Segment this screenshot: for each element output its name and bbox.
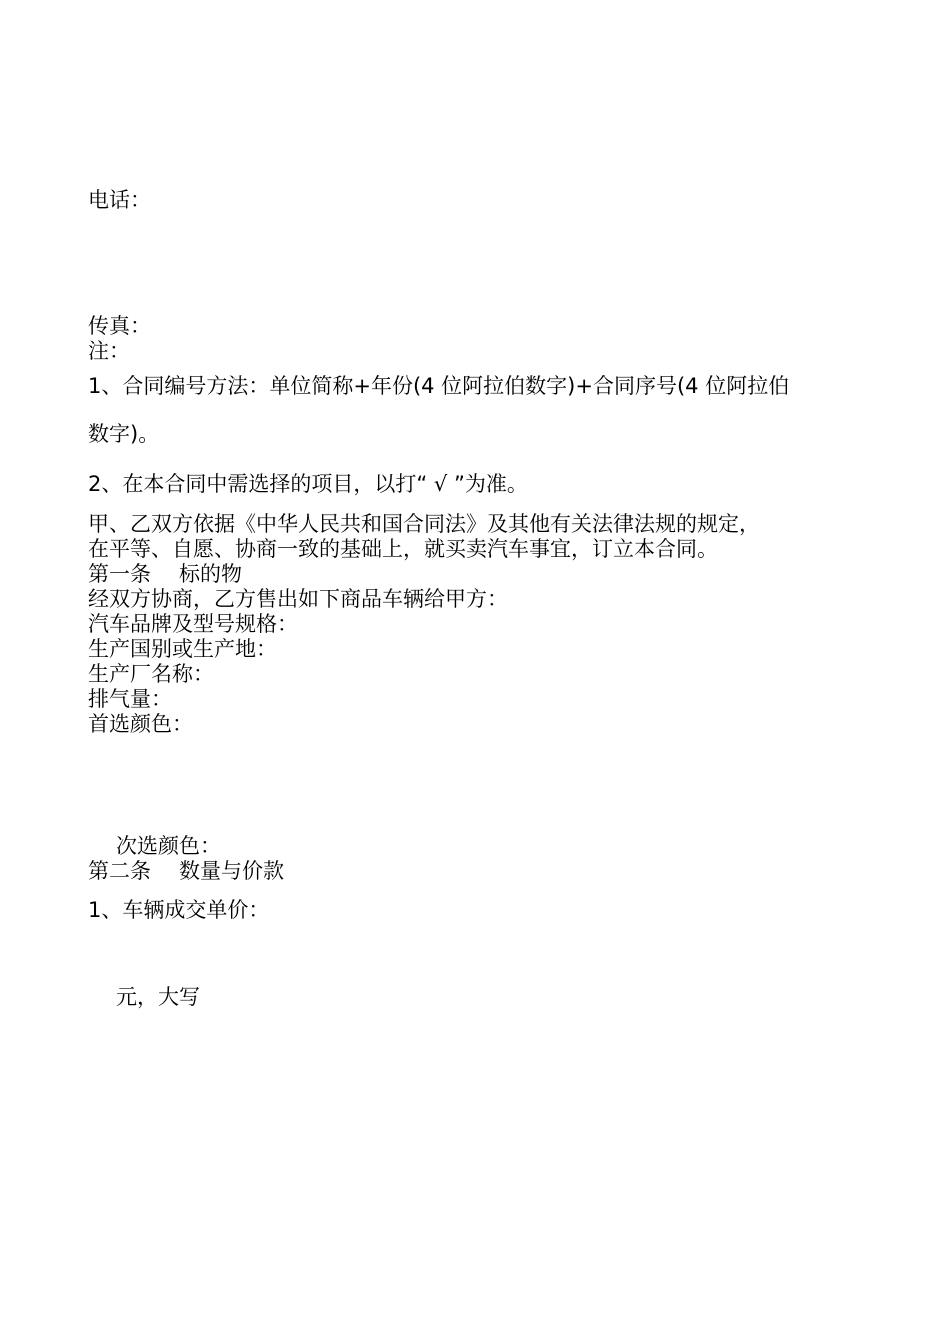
article-2-number: 第二条 — [88, 859, 151, 883]
amount-in-words-label: 元，大写 — [116, 985, 200, 1009]
article-1-number: 第一条 — [88, 562, 151, 586]
article-2-title: 数量与价款 — [179, 859, 284, 883]
notes-title: 注： — [88, 339, 130, 363]
article-1-title: 标的物 — [179, 562, 242, 586]
preamble-line-2: 在平等、自愿、协商一致的基础上，就买卖汽车事宜，订立本合同。 — [88, 537, 718, 561]
note-item-1-line-1: 1、合同编号方法：单位简称+年份(4 位阿拉伯数字)+合同序号(4 位阿拉伯 — [88, 374, 790, 398]
phone-label: 电话： — [88, 188, 151, 212]
note-item-1-line-2: 数字)。 — [88, 422, 160, 446]
field-primary-color: 首选颜色： — [88, 712, 193, 736]
field-secondary-color: 次选颜色： — [116, 834, 221, 858]
field-manufacturer: 生产厂名称： — [88, 662, 214, 686]
article-1-heading — [88, 561, 242, 587]
unit-price-label: 1、车辆成交单价： — [88, 898, 270, 922]
note-item-2: 2、在本合同中需选择的项目，以打“ √ ”为准。 — [88, 472, 528, 496]
fax-label: 传真： — [88, 314, 151, 338]
field-brand-model: 汽车品牌及型号规格： — [88, 612, 298, 636]
article-1-intro: 经双方协商，乙方售出如下商品车辆给甲方： — [88, 587, 508, 611]
field-origin: 生产国别或生产地： — [88, 637, 277, 661]
preamble-line-1: 甲、乙双方依据《中华人民共和国合同法》及其他有关法律法规的规定， — [88, 512, 760, 536]
field-displacement: 排气量： — [88, 687, 172, 711]
article-2-heading — [88, 858, 284, 884]
